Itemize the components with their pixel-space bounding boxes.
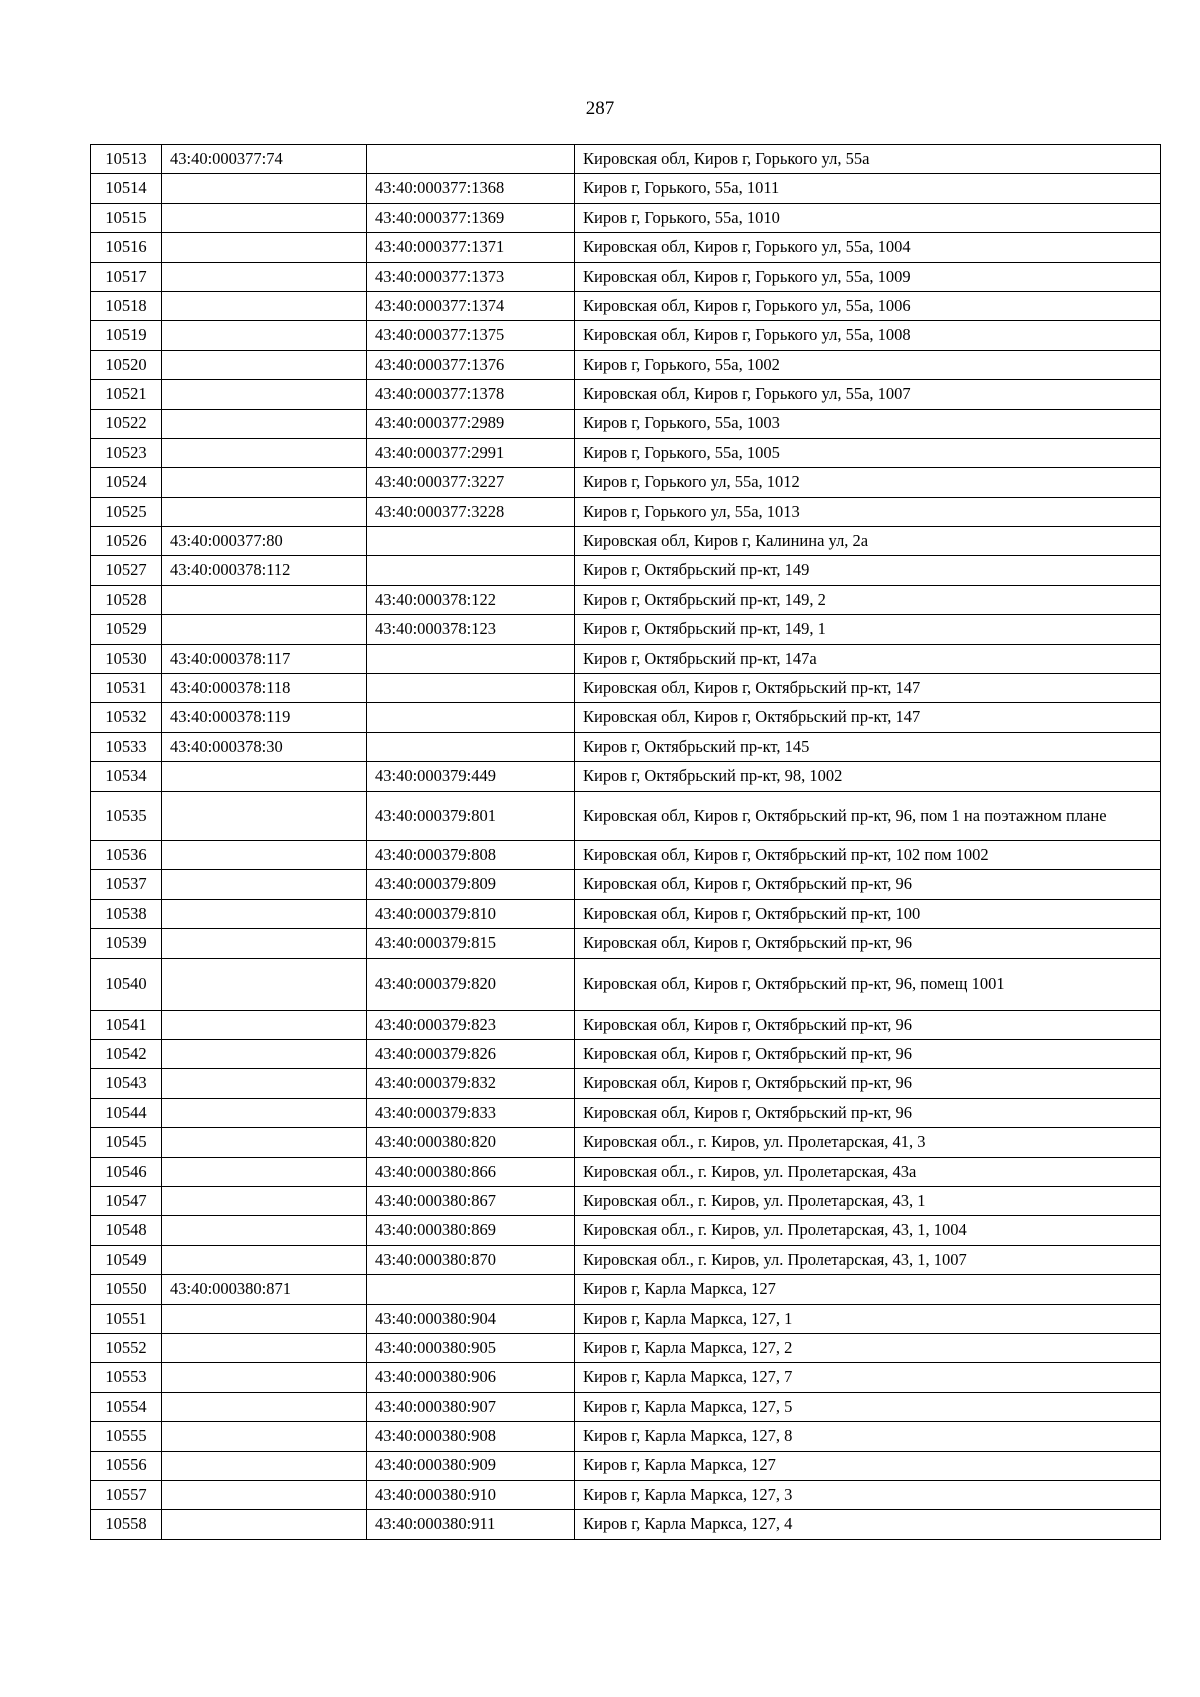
cadastral-number-cell: [162, 1363, 367, 1392]
row-number-cell: 10531: [91, 674, 162, 703]
cadastral-number-cell: [162, 203, 367, 232]
address-cell: Киров г, Октябрьский пр-кт, 147а: [575, 644, 1161, 673]
cadastral-number-cell: [162, 1157, 367, 1186]
sub-cadastral-number-cell: 43:40:000379:801: [367, 791, 575, 841]
registry-table: [90, 144, 1161, 1540]
cadastral-number-cell: [162, 1510, 367, 1539]
row-number-cell: 10553: [91, 1363, 162, 1392]
sub-cadastral-number-cell: 43:40:000379:808: [367, 841, 575, 870]
address-cell: Кировская обл, Киров г, Октябрьский пр-кт, 96: [575, 1040, 1161, 1069]
sub-cadastral-number-cell: 43:40:000380:869: [367, 1216, 575, 1245]
address-cell: Кировская обл, Киров г, Горького ул, 55а: [575, 145, 1161, 174]
row-number-cell: 10547: [91, 1187, 162, 1216]
table-row: [91, 409, 1161, 438]
cadastral-number-cell: [162, 870, 367, 899]
row-number-cell: 10543: [91, 1069, 162, 1098]
address-cell: Кировская обл, Киров г, Горького ул, 55а, 1008: [575, 321, 1161, 350]
sub-cadastral-number-cell: 43:40:000377:3228: [367, 497, 575, 526]
row-number-cell: 10549: [91, 1245, 162, 1274]
address-cell: Киров г, Октябрьский пр-кт, 98, 1002: [575, 762, 1161, 791]
cadastral-number-cell: [162, 350, 367, 379]
row-number-cell: 10518: [91, 291, 162, 320]
address-cell: Кировская обл, Киров г, Октябрьский пр-кт, 96: [575, 870, 1161, 899]
sub-cadastral-number-cell: 43:40:000380:905: [367, 1333, 575, 1362]
cadastral-number-cell: [162, 497, 367, 526]
cadastral-number-cell: [162, 1040, 367, 1069]
cadastral-number-cell: [162, 468, 367, 497]
cadastral-number-cell: [162, 1422, 367, 1451]
address-cell: Кировская обл., г. Киров, ул. Пролетарская, 43, 1, 1007: [575, 1245, 1161, 1274]
row-number-cell: 10546: [91, 1157, 162, 1186]
cadastral-number-cell: 43:40:000377:80: [162, 527, 367, 556]
sub-cadastral-number-cell: 43:40:000377:1374: [367, 291, 575, 320]
sub-cadastral-number-cell: 43:40:000380:904: [367, 1304, 575, 1333]
row-number-cell: 10533: [91, 732, 162, 761]
cadastral-number-cell: 43:40:000380:871: [162, 1275, 367, 1304]
table-row: [91, 1245, 1161, 1274]
table-row: [91, 1010, 1161, 1039]
table-row: [91, 1422, 1161, 1451]
table-row: [91, 1157, 1161, 1186]
sub-cadastral-number-cell: 43:40:000377:1376: [367, 350, 575, 379]
address-cell: Кировская обл., г. Киров, ул. Пролетарская, 41, 3: [575, 1128, 1161, 1157]
sub-cadastral-number-cell: [367, 556, 575, 585]
address-cell: Киров г, Октябрьский пр-кт, 149: [575, 556, 1161, 585]
row-number-cell: 10521: [91, 380, 162, 409]
cadastral-number-cell: [162, 929, 367, 958]
table-row: [91, 350, 1161, 379]
row-number-cell: 10522: [91, 409, 162, 438]
table-row: [91, 929, 1161, 958]
row-number-cell: 10541: [91, 1010, 162, 1039]
cadastral-number-cell: [162, 380, 367, 409]
address-cell: Киров г, Горького, 55а, 1011: [575, 174, 1161, 203]
row-number-cell: 10556: [91, 1451, 162, 1480]
address-cell: Киров г, Горького, 55а, 1010: [575, 203, 1161, 232]
cadastral-number-cell: [162, 791, 367, 841]
table-row: [91, 1451, 1161, 1480]
cadastral-number-cell: [162, 841, 367, 870]
sub-cadastral-number-cell: 43:40:000377:3227: [367, 468, 575, 497]
sub-cadastral-number-cell: [367, 1275, 575, 1304]
table-row: [91, 585, 1161, 614]
address-cell: Киров г, Октябрьский пр-кт, 149, 1: [575, 615, 1161, 644]
row-number-cell: 10554: [91, 1392, 162, 1421]
sub-cadastral-number-cell: 43:40:000379:815: [367, 929, 575, 958]
sub-cadastral-number-cell: 43:40:000380:910: [367, 1480, 575, 1509]
sub-cadastral-number-cell: 43:40:000378:123: [367, 615, 575, 644]
cadastral-number-cell: 43:40:000378:117: [162, 644, 367, 673]
sub-cadastral-number-cell: 43:40:000379:826: [367, 1040, 575, 1069]
cadastral-number-cell: [162, 291, 367, 320]
sub-cadastral-number-cell: 43:40:000377:1368: [367, 174, 575, 203]
cadastral-number-cell: 43:40:000378:112: [162, 556, 367, 585]
table-row: [91, 203, 1161, 232]
cadastral-number-cell: [162, 1451, 367, 1480]
cadastral-number-cell: 43:40:000378:30: [162, 732, 367, 761]
cadastral-number-cell: [162, 1128, 367, 1157]
address-cell: Кировская обл, Киров г, Октябрьский пр-кт, 96: [575, 1069, 1161, 1098]
row-number-cell: 10529: [91, 615, 162, 644]
table-row: [91, 556, 1161, 585]
sub-cadastral-number-cell: 43:40:000379:823: [367, 1010, 575, 1039]
cadastral-number-cell: [162, 585, 367, 614]
address-cell: Киров г, Карла Маркса, 127, 4: [575, 1510, 1161, 1539]
cadastral-number-cell: 43:40:000378:118: [162, 674, 367, 703]
row-number-cell: 10555: [91, 1422, 162, 1451]
cadastral-number-cell: [162, 1187, 367, 1216]
table-row: [91, 870, 1161, 899]
row-number-cell: 10526: [91, 527, 162, 556]
sub-cadastral-number-cell: 43:40:000380:909: [367, 1451, 575, 1480]
cadastral-number-cell: [162, 409, 367, 438]
table-row: [91, 1304, 1161, 1333]
sub-cadastral-number-cell: 43:40:000378:122: [367, 585, 575, 614]
table-row: [91, 145, 1161, 174]
address-cell: Киров г, Октябрьский пр-кт, 149, 2: [575, 585, 1161, 614]
table-row: [91, 841, 1161, 870]
sub-cadastral-number-cell: 43:40:000380:906: [367, 1363, 575, 1392]
sub-cadastral-number-cell: 43:40:000377:1371: [367, 233, 575, 262]
table-row: [91, 527, 1161, 556]
row-number-cell: 10517: [91, 262, 162, 291]
table-row: [91, 1275, 1161, 1304]
sub-cadastral-number-cell: 43:40:000377:2991: [367, 438, 575, 467]
row-number-cell: 10515: [91, 203, 162, 232]
row-number-cell: 10540: [91, 958, 162, 1010]
cadastral-number-cell: [162, 1216, 367, 1245]
sub-cadastral-number-cell: [367, 703, 575, 732]
table-row: [91, 1187, 1161, 1216]
table-row: [91, 1333, 1161, 1362]
address-cell: Киров г, Карла Маркса, 127, 5: [575, 1392, 1161, 1421]
cadastral-number-cell: [162, 262, 367, 291]
sub-cadastral-number-cell: 43:40:000380:870: [367, 1245, 575, 1274]
address-cell: Киров г, Карла Маркса, 127, 2: [575, 1333, 1161, 1362]
sub-cadastral-number-cell: 43:40:000379:810: [367, 899, 575, 928]
row-number-cell: 10524: [91, 468, 162, 497]
row-number-cell: 10551: [91, 1304, 162, 1333]
table-row: [91, 438, 1161, 467]
sub-cadastral-number-cell: [367, 145, 575, 174]
address-cell: Кировская обл, Киров г, Калинина ул, 2а: [575, 527, 1161, 556]
address-cell: Киров г, Карла Маркса, 127, 1: [575, 1304, 1161, 1333]
address-cell: Кировская обл, Киров г, Горького ул, 55а, 1009: [575, 262, 1161, 291]
address-cell: Кировская обл., г. Киров, ул. Пролетарская, 43а: [575, 1157, 1161, 1186]
sub-cadastral-number-cell: 43:40:000380:907: [367, 1392, 575, 1421]
row-number-cell: 10535: [91, 791, 162, 841]
address-cell: Кировская обл, Киров г, Октябрьский пр-кт, 147: [575, 674, 1161, 703]
table-row: [91, 1510, 1161, 1539]
table-row: [91, 1128, 1161, 1157]
sub-cadastral-number-cell: 43:40:000377:1369: [367, 203, 575, 232]
table-row: [91, 1069, 1161, 1098]
table-row: [91, 762, 1161, 791]
address-cell: Кировская обл, Киров г, Октябрьский пр-кт, 96: [575, 1098, 1161, 1127]
sub-cadastral-number-cell: 43:40:000379:832: [367, 1069, 575, 1098]
address-cell: Кировская обл., г. Киров, ул. Пролетарская, 43, 1: [575, 1187, 1161, 1216]
row-number-cell: 10539: [91, 929, 162, 958]
address-cell: Киров г, Карла Маркса, 127, 3: [575, 1480, 1161, 1509]
cadastral-number-cell: [162, 321, 367, 350]
table-row: [91, 1392, 1161, 1421]
address-cell: Кировская обл, Киров г, Октябрьский пр-кт, 100: [575, 899, 1161, 928]
table-row: [91, 468, 1161, 497]
table-row: [91, 1098, 1161, 1127]
table-row: [91, 1040, 1161, 1069]
address-cell: Кировская обл., г. Киров, ул. Пролетарская, 43, 1, 1004: [575, 1216, 1161, 1245]
row-number-cell: 10544: [91, 1098, 162, 1127]
address-cell: Киров г, Горького ул, 55а, 1013: [575, 497, 1161, 526]
row-number-cell: 10519: [91, 321, 162, 350]
row-number-cell: 10532: [91, 703, 162, 732]
table-row: [91, 644, 1161, 673]
registry-body: [91, 145, 1161, 1540]
cadastral-number-cell: [162, 615, 367, 644]
table-row: [91, 674, 1161, 703]
row-number-cell: 10516: [91, 233, 162, 262]
cadastral-number-cell: [162, 438, 367, 467]
cadastral-number-cell: 43:40:000377:74: [162, 145, 367, 174]
row-number-cell: 10545: [91, 1128, 162, 1157]
sub-cadastral-number-cell: 43:40:000377:1375: [367, 321, 575, 350]
address-cell: Киров г, Карла Маркса, 127: [575, 1275, 1161, 1304]
address-cell: Киров г, Октябрьский пр-кт, 145: [575, 732, 1161, 761]
address-cell: Кировская обл, Киров г, Октябрьский пр-кт, 96: [575, 929, 1161, 958]
row-number-cell: 10525: [91, 497, 162, 526]
address-cell: Кировская обл, Киров г, Октябрьский пр-кт, 96, помещ 1001: [575, 958, 1161, 1010]
row-number-cell: 10530: [91, 644, 162, 673]
cadastral-number-cell: [162, 762, 367, 791]
sub-cadastral-number-cell: 43:40:000379:820: [367, 958, 575, 1010]
table-row: [91, 1363, 1161, 1392]
row-number-cell: 10548: [91, 1216, 162, 1245]
row-number-cell: 10514: [91, 174, 162, 203]
table-row: [91, 174, 1161, 203]
cadastral-number-cell: [162, 1010, 367, 1039]
cadastral-number-cell: [162, 233, 367, 262]
address-cell: Киров г, Карла Маркса, 127, 7: [575, 1363, 1161, 1392]
sub-cadastral-number-cell: 43:40:000380:867: [367, 1187, 575, 1216]
row-number-cell: 10537: [91, 870, 162, 899]
table-row: [91, 262, 1161, 291]
address-cell: Киров г, Горького, 55а, 1002: [575, 350, 1161, 379]
row-number-cell: 10550: [91, 1275, 162, 1304]
address-cell: Кировская обл, Киров г, Октябрьский пр-кт, 102 пом 1002: [575, 841, 1161, 870]
address-cell: Киров г, Горького ул, 55а, 1012: [575, 468, 1161, 497]
row-number-cell: 10536: [91, 841, 162, 870]
cadastral-number-cell: [162, 1098, 367, 1127]
sub-cadastral-number-cell: 43:40:000379:449: [367, 762, 575, 791]
row-number-cell: 10523: [91, 438, 162, 467]
cadastral-number-cell: [162, 1480, 367, 1509]
cadastral-number-cell: [162, 1333, 367, 1362]
row-number-cell: 10513: [91, 145, 162, 174]
table-row: [91, 732, 1161, 761]
sub-cadastral-number-cell: 43:40:000379:833: [367, 1098, 575, 1127]
address-cell: Киров г, Горького, 55а, 1005: [575, 438, 1161, 467]
address-cell: Кировская обл, Киров г, Горького ул, 55а, 1004: [575, 233, 1161, 262]
table-row: [91, 233, 1161, 262]
cadastral-number-cell: [162, 1245, 367, 1274]
cadastral-number-cell: [162, 174, 367, 203]
sub-cadastral-number-cell: 43:40:000377:1378: [367, 380, 575, 409]
table-row: [91, 958, 1161, 1010]
address-cell: Кировская обл, Киров г, Октябрьский пр-кт, 96: [575, 1010, 1161, 1039]
table-row: [91, 791, 1161, 841]
row-number-cell: 10527: [91, 556, 162, 585]
cadastral-number-cell: [162, 1392, 367, 1421]
cadastral-number-cell: [162, 1304, 367, 1333]
sub-cadastral-number-cell: 43:40:000379:809: [367, 870, 575, 899]
sub-cadastral-number-cell: 43:40:000380:908: [367, 1422, 575, 1451]
sub-cadastral-number-cell: [367, 527, 575, 556]
sub-cadastral-number-cell: [367, 644, 575, 673]
row-number-cell: 10520: [91, 350, 162, 379]
row-number-cell: 10557: [91, 1480, 162, 1509]
sub-cadastral-number-cell: 43:40:000380:911: [367, 1510, 575, 1539]
table-row: [91, 321, 1161, 350]
cadastral-number-cell: 43:40:000378:119: [162, 703, 367, 732]
sub-cadastral-number-cell: [367, 732, 575, 761]
row-number-cell: 10528: [91, 585, 162, 614]
sub-cadastral-number-cell: 43:40:000377:1373: [367, 262, 575, 291]
address-cell: Кировская обл, Киров г, Октябрьский пр-кт, 147: [575, 703, 1161, 732]
cadastral-number-cell: [162, 958, 367, 1010]
table-row: [91, 1480, 1161, 1509]
cadastral-number-cell: [162, 1069, 367, 1098]
page-number: 287: [585, 98, 615, 119]
address-cell: Кировская обл, Киров г, Горького ул, 55а, 1006: [575, 291, 1161, 320]
sub-cadastral-number-cell: 43:40:000380:866: [367, 1157, 575, 1186]
row-number-cell: 10542: [91, 1040, 162, 1069]
table-row: [91, 291, 1161, 320]
cadastral-number-cell: [162, 899, 367, 928]
table-row: [91, 899, 1161, 928]
row-number-cell: 10552: [91, 1333, 162, 1362]
address-cell: Кировская обл, Киров г, Октябрьский пр-кт, 96, пом 1 на поэтажном плане: [575, 791, 1161, 841]
table-row: [91, 615, 1161, 644]
table-row: [91, 703, 1161, 732]
row-number-cell: 10558: [91, 1510, 162, 1539]
table-row: [91, 497, 1161, 526]
sub-cadastral-number-cell: [367, 674, 575, 703]
sub-cadastral-number-cell: 43:40:000377:2989: [367, 409, 575, 438]
sub-cadastral-number-cell: 43:40:000380:820: [367, 1128, 575, 1157]
table-row: [91, 380, 1161, 409]
address-cell: Кировская обл, Киров г, Горького ул, 55а, 1007: [575, 380, 1161, 409]
row-number-cell: 10538: [91, 899, 162, 928]
row-number-cell: 10534: [91, 762, 162, 791]
address-cell: Киров г, Горького, 55а, 1003: [575, 409, 1161, 438]
table-row: [91, 1216, 1161, 1245]
address-cell: Киров г, Карла Маркса, 127: [575, 1451, 1161, 1480]
address-cell: Киров г, Карла Маркса, 127, 8: [575, 1422, 1161, 1451]
